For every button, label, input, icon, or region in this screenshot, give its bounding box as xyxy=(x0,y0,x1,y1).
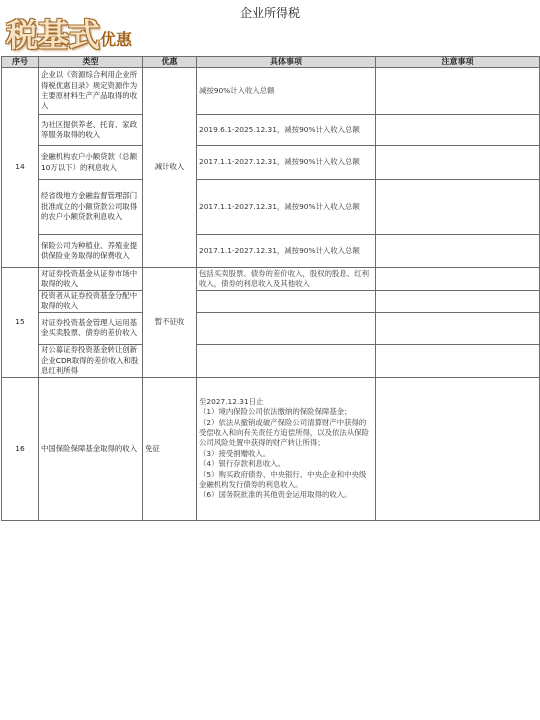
detail-line: （5）购买政府债券、中央银行、中央企业和中央级金融机构发行债券的利息收入。 xyxy=(199,469,367,490)
row-note xyxy=(376,146,540,180)
table-header-row xyxy=(2,57,540,68)
row-note xyxy=(376,291,540,313)
table-row xyxy=(2,68,540,115)
row-no: 14 xyxy=(2,68,39,268)
detail-line: （2）依法从撤销或破产保险公司清算财产中获得的受偿收入和向有关责任方追偿所得，以及依法从保险公司风险处置中获得的财产转让所得； xyxy=(199,417,369,448)
row-type: 为社区提供养老、托育、家政等服务取得的收入 xyxy=(39,115,143,146)
row-type: 对证券投资基金从证券市场中取得的收入 xyxy=(39,268,143,291)
table-row xyxy=(2,115,540,146)
header-benefit: 优惠 xyxy=(143,57,197,68)
row-note xyxy=(376,180,540,235)
row-detail: 包括买卖股票、债券的差价收入，股权的股息、红利收入，债券的利息收入及其他收入 xyxy=(197,268,376,291)
row-detail xyxy=(197,377,376,520)
table-row xyxy=(2,146,540,180)
row-note xyxy=(376,115,540,146)
row-detail: 2017.1.1-2027.12.31，减按90%计入收入总额 xyxy=(197,235,376,268)
table-row xyxy=(2,312,540,344)
row-type: 金融机构农户小额贷款（总额10万以下）的利息收入 xyxy=(39,146,143,180)
logo-main-text: 税基式 xyxy=(6,16,100,54)
row-benefit: 减计收入 xyxy=(143,68,197,268)
row-detail: 2017.1.1-2027.12.31，减按90%计入收入总额 xyxy=(197,180,376,235)
header-no: 序号 xyxy=(2,57,39,68)
row-type: 经省级地方金融监督管理部门批准成立的小额贷款公司取得的农户小额贷款利息收入 xyxy=(39,180,143,235)
row-type: 保险公司为种植业、养殖业提供保险业务取得的保费收入 xyxy=(39,235,143,268)
table-row xyxy=(2,344,540,377)
row-detail: 2017.1.1-2027.12.31，减按90%计入收入总额 xyxy=(197,146,376,180)
row-detail xyxy=(197,344,376,377)
row-detail: 2019.6.1-2025.12.31，减按90%计入收入总额 xyxy=(197,115,376,146)
row-detail: 减按90%计入收入总额 xyxy=(197,68,376,115)
page-title: 企业所得税 xyxy=(239,6,300,20)
row-benefit: 免征 xyxy=(143,377,197,520)
row-note xyxy=(376,377,540,520)
header-detail: 具体事项 xyxy=(197,57,376,68)
row-detail xyxy=(197,291,376,313)
row-type: 对公募证券投资基金转让创新企业CDR取得的差价收入和股息红利所得 xyxy=(39,344,143,377)
row-note xyxy=(376,312,540,344)
header-type: 类型 xyxy=(39,57,143,68)
row-benefit: 暂不征收 xyxy=(143,268,197,378)
row-type: 中国保险保障基金取得的收入 xyxy=(39,377,143,520)
table-row xyxy=(2,268,540,291)
row-note xyxy=(376,235,540,268)
detail-line: 至2027.12.31日止 xyxy=(199,396,264,406)
logo xyxy=(6,14,132,54)
detail-line: （1）境内保险公司依法缴纳的保险保障基金； xyxy=(199,407,352,417)
table-row xyxy=(2,180,540,235)
row-no: 16 xyxy=(2,377,39,520)
detail-line: （3）接受捐赠收入。 xyxy=(199,448,271,458)
table-row xyxy=(2,291,540,313)
table-row xyxy=(2,377,540,520)
table-row xyxy=(2,235,540,268)
row-note xyxy=(376,68,540,115)
detail-line: （4）银行存款利息收入。 xyxy=(199,459,286,469)
row-type: 投资者从证券投资基金分配中取得的收入 xyxy=(39,291,143,313)
row-type: 企业以《资源综合利用企业所得税优惠目录》规定资源作为主要原材料生产产品取得的收入 xyxy=(39,68,143,115)
row-detail xyxy=(197,312,376,344)
detail-line: （6）国务院批准的其他资金运用取得的收入。 xyxy=(199,490,352,500)
row-no: 15 xyxy=(2,268,39,378)
header-note: 注意事项 xyxy=(376,57,540,68)
row-type: 对证券投资基金管理人运用基金买卖股票、债券的差价收入 xyxy=(39,312,143,344)
row-note xyxy=(376,268,540,291)
tax-benefit-table xyxy=(1,56,540,521)
logo-sub-text: 优惠 xyxy=(100,30,133,49)
row-note xyxy=(376,344,540,377)
